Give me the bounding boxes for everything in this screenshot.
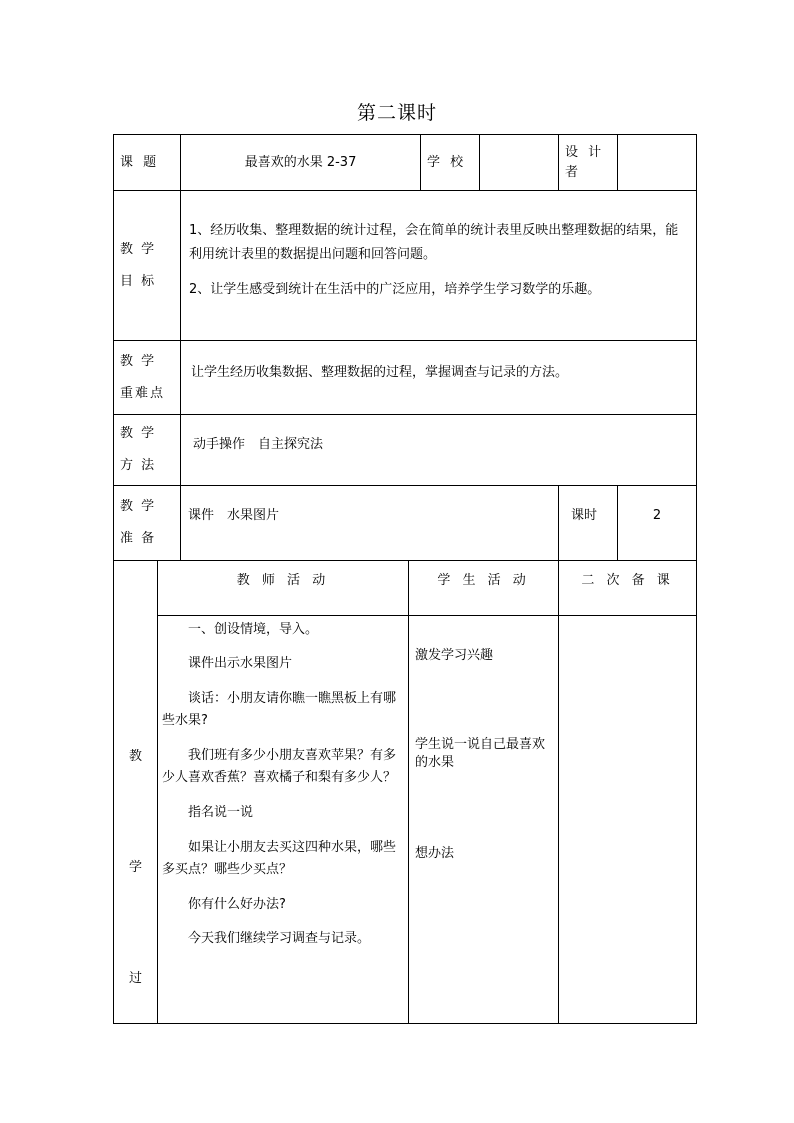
teacher-line-2: 课件出示水果图片 xyxy=(188,656,293,671)
process-side-char-1: 教 xyxy=(128,749,142,764)
student-activity-header: 学 生 活 动 xyxy=(409,561,559,616)
key-points-label-line2: 重难点 xyxy=(120,385,166,401)
student-line-3: 想办法 xyxy=(415,846,455,861)
teacher-line-8: 今天我们继续学习调查与记录。 xyxy=(188,931,371,946)
teacher-line-1: 一、创设情境，导入。 xyxy=(188,622,319,637)
school-label: 学 校 xyxy=(421,135,480,191)
objective-item-2: 2、让学生感受到统计在生活中的广泛应用，培养学生学习数学的乐趣。 xyxy=(189,282,601,297)
key-points-value: 让学生经历收集数据、整理数据的过程，掌握调查与记录的方法。 xyxy=(181,341,697,415)
prep-label-line2: 准 备 xyxy=(120,531,157,546)
page-title: 第二课时 xyxy=(356,102,437,124)
teacher-activity-content xyxy=(158,616,409,1024)
notes-header: 二 次 备 课 xyxy=(559,561,697,616)
teacher-line-7: 你有什么好办法? xyxy=(188,897,286,912)
lesson-plan-table xyxy=(113,134,697,1024)
objectives-row xyxy=(114,191,697,341)
school-value xyxy=(480,135,559,191)
topic-label: 课 题 xyxy=(114,135,181,191)
student-line-2: 学生说一说自己最喜欢的水果 xyxy=(415,737,546,770)
objectives-content xyxy=(181,191,697,341)
teacher-activity-header: 教 师 活 动 xyxy=(158,561,409,616)
process-header-row xyxy=(114,561,697,616)
teacher-line-5: 指名说一说 xyxy=(188,805,254,820)
teacher-line-4: 我们班有多少小朋友喜欢苹果？有多少人喜欢香蕉？喜欢橘子和梨有多少人？ xyxy=(162,748,397,785)
process-side-char-2: 学 xyxy=(128,860,142,875)
objective-item-1: 1、经历收集、整理数据的统计过程，会在简单的统计表里反映出整理数据的结果，能利用统计表里的数据提出问题和回答问题。 xyxy=(189,223,679,262)
methods-label xyxy=(114,415,181,486)
methods-row xyxy=(114,415,697,486)
prep-label-line1: 教 学 xyxy=(120,499,157,514)
designer-label: 设 计 者 xyxy=(559,135,618,191)
objectives-label xyxy=(114,191,181,341)
key-points-row xyxy=(114,341,697,415)
objectives-label-line1: 教 学 xyxy=(120,241,157,257)
methods-value: 动手操作 自主探究法 xyxy=(181,415,697,486)
periods-value: 2 xyxy=(618,486,697,561)
periods-label: 课时 xyxy=(559,486,618,561)
student-line-1: 激发学习兴趣 xyxy=(415,648,494,663)
prep-value: 课件 水果图片 xyxy=(181,486,559,561)
topic-value: 最喜欢的水果 2-37 xyxy=(181,135,421,191)
methods-label-line2: 方 法 xyxy=(120,458,157,473)
notes-content xyxy=(559,616,697,1024)
process-content-row xyxy=(114,616,697,1024)
key-points-label xyxy=(114,341,181,415)
key-points-label-line1: 教 学 xyxy=(120,353,157,369)
process-side-label xyxy=(114,561,158,1024)
designer-value xyxy=(618,135,697,191)
teacher-line-6: 如果让小朋友去买这四种水果，哪些多买点？哪些少买点？ xyxy=(162,840,397,877)
teacher-line-3: 谈话：小朋友请你瞧一瞧黑板上有哪些水果? xyxy=(162,691,397,728)
prep-label xyxy=(114,486,181,561)
process-side-char-3: 过 xyxy=(128,971,142,986)
student-activity-content xyxy=(409,616,559,1024)
methods-label-line1: 教 学 xyxy=(120,426,157,441)
prep-row xyxy=(114,486,697,561)
topic-row xyxy=(114,135,697,191)
objectives-label-line2: 目 标 xyxy=(120,273,157,289)
